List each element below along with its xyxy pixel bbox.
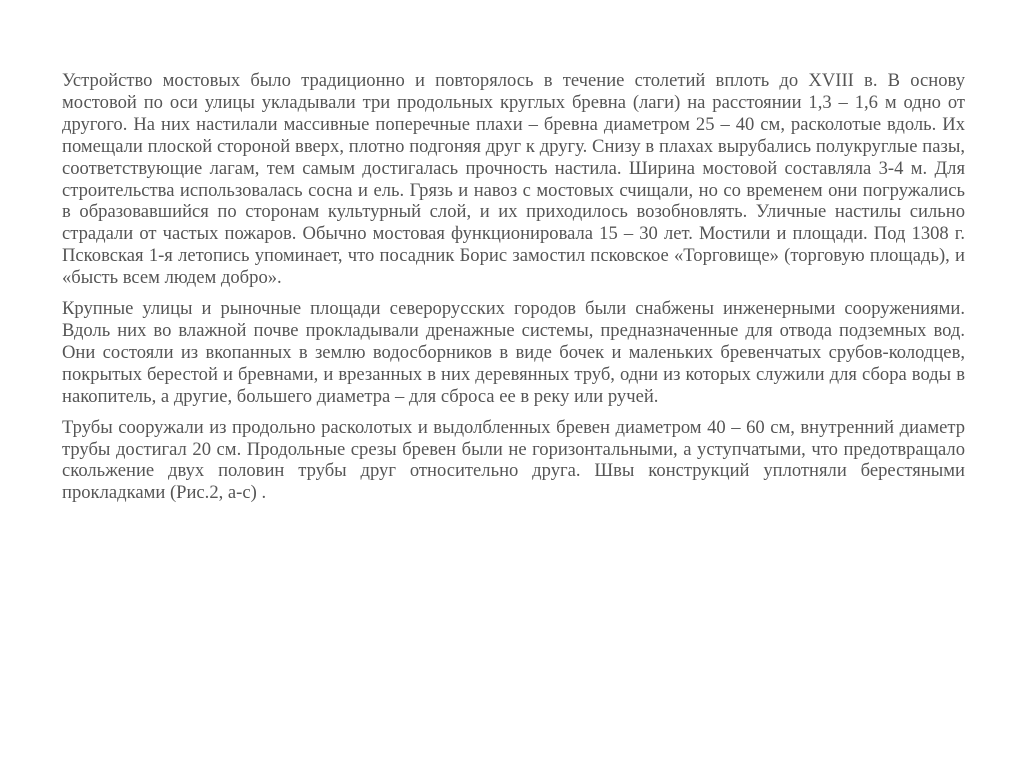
body-text <box>62 70 965 513</box>
paragraph-pipes: Трубы сооружали из продольно расколотых и выдолбленных бревен диаметром 40 – 60 см, внутренний диаметр трубы достигал 20 см. Продольные срезы бревен были не горизонтальными, а уступчатыми, что предотвращало скольжение двух половин трубы друг относительно друга. Швы конструкций уплотняли берестяными прокладками (Рис.2, а-с) . <box>62 416 965 504</box>
paragraph-pavements: Устройство мостовых было традиционно и повторялось в течение столетий вплоть до XVIII в. В основу мостовой по оси улицы укладывали три продольных круглых бревна (лаги) на расстоянии 1,3 – 1,6 м одно от другого. На них настилали массивные поперечные плахи – бревна диаметром 25 – 40 см, расколотые вдоль. Их помещали плоской стороной вверх, плотно подгоняя друг к другу. Снизу в плахах вырубались полукруглые пазы, соответствующие лагам, тем самым достигалась прочность настила. Ширина мостовой составляла 3-4 м. Для строительства использовалась сосна и ель. Грязь и навоз с мостовых счищали, но со временем они погружались в образовавшийся по сторонам культурный слой, и их приходилось возобновлять. Уличные настилы сильно страдали от частых пожаров. Обычно мостовая функционировала 15 – 30 лет. Мостили и площади. Под 1308 г. Псковская 1-я летопись упоминает, что посадник Борис замостил псковское «Торговище» (торговую площадь), и «бысть всем людем добро». <box>62 70 965 289</box>
paragraph-drainage: Крупные улицы и рыночные площади северорусских городов были снабжены инженерными сооружениями. Вдоль них во влажной почве прокладывали дренажные системы, предназначенные для отвода подземных вод. Они состояли из вкопанных в землю водосборников в виде бочек и маленьких бревенчатых срубов-колодцев, покрытых берестой и бревнами, и врезанных в них деревянных труб, одни из которых служили для сбора воды в накопитель, а другие, большего диаметра – для сброса ее в реку или ручей. <box>62 298 965 407</box>
